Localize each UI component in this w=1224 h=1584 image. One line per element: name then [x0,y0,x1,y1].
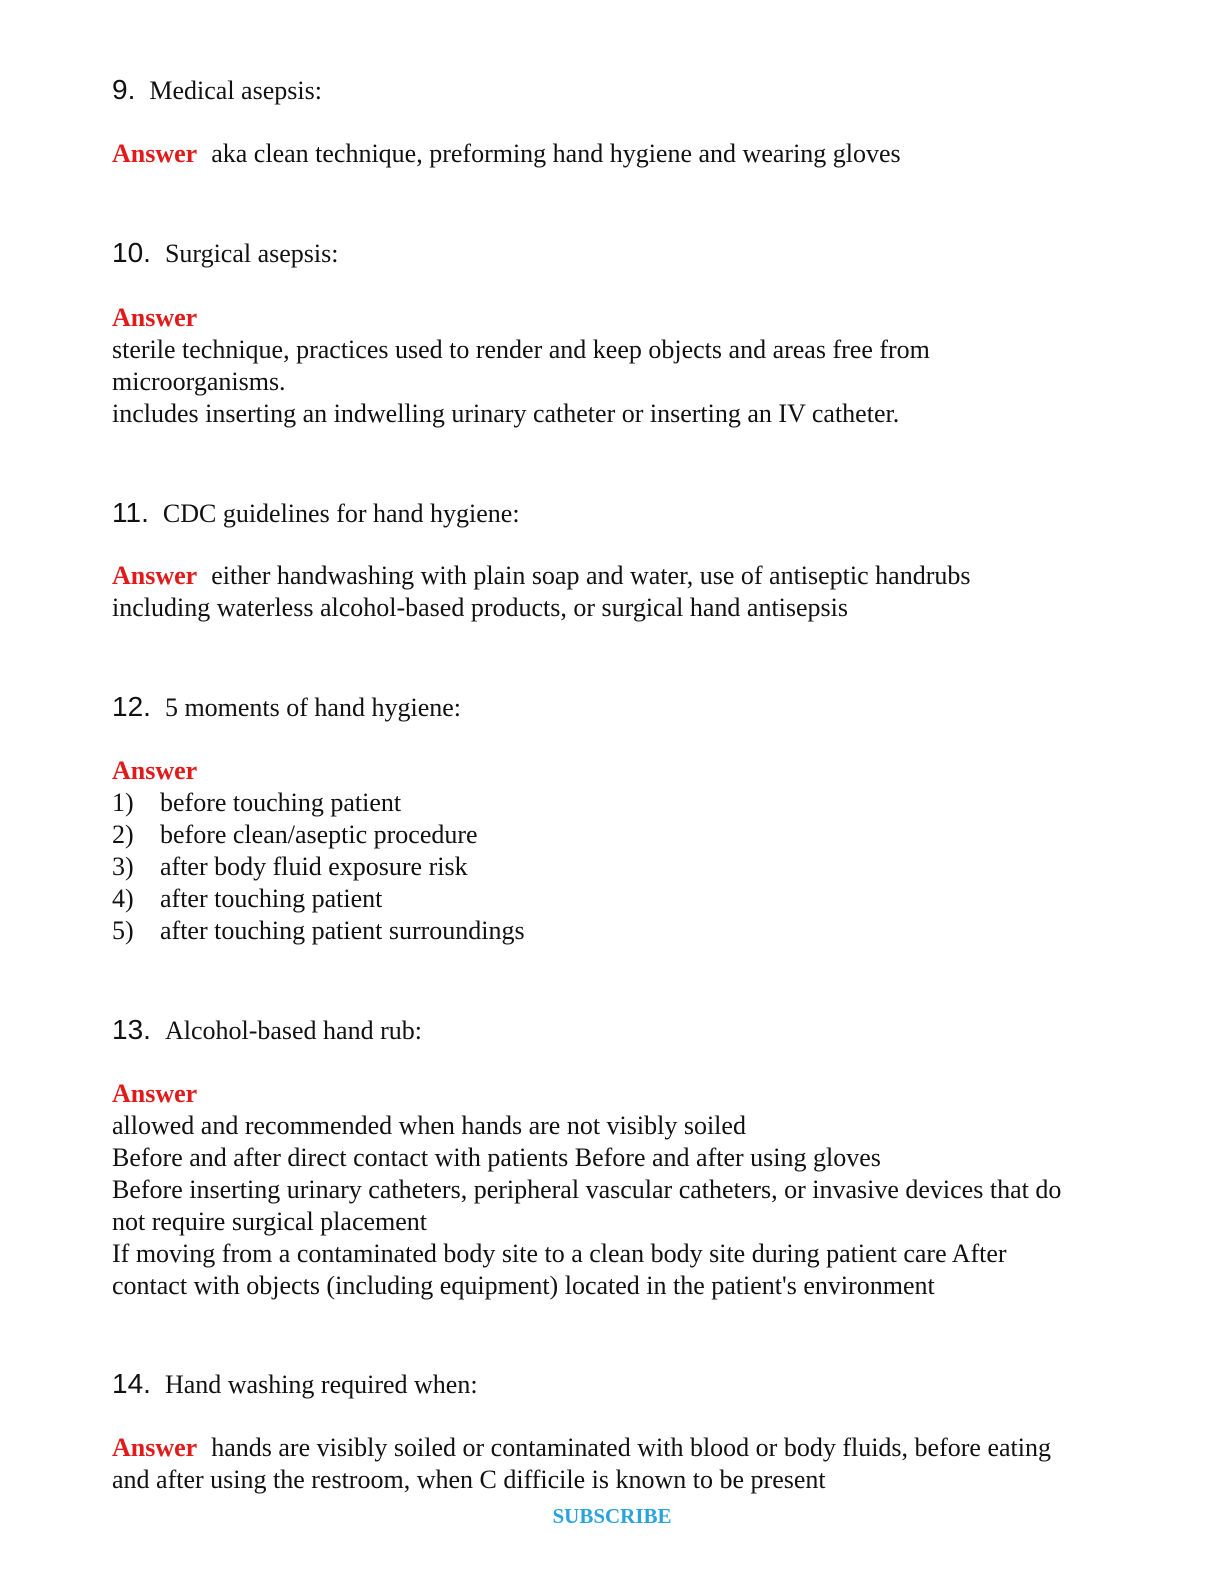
question-12 [112,691,461,724]
list-item [112,851,468,883]
list-item [112,915,525,947]
question-number: 12. [112,691,151,722]
question-prompt: 5 moments of hand hygiene: [164,693,461,722]
list-item-text: after body fluid exposure risk [160,852,468,881]
list-item-text: after touching patient [160,884,383,913]
question-number: 10. [112,237,151,268]
answer-label: Answer [112,303,198,332]
list-item-text: after touching patient surroundings [160,916,525,945]
answer-text: aka clean technique, preforming hand hygiene and wearing gloves [211,139,901,168]
answer-13-line-4: not require surgical placement [112,1207,428,1236]
question-prompt: Alcohol-based hand rub: [164,1016,422,1045]
question-number: 11. [112,497,149,528]
answer-13-line-6: contact with objects (including equipment) located in the patient's environment [112,1271,935,1300]
answer-text: hands are visibly soiled or contaminated with blood or body fluids, before eating [211,1433,1051,1462]
question-10 [112,237,339,270]
list-item [112,787,401,819]
answer-11-line-2: including waterless alcohol-based products, or surgical hand antisepsis [112,593,849,622]
list-item-number: 5) [112,916,134,945]
question-prompt: CDC guidelines for hand hygiene: [162,499,520,528]
answer-label: Answer [112,1433,198,1462]
answer-9-line-1 [112,138,901,170]
question-prompt: Surgical asepsis: [164,239,339,268]
answer-13-line-5: If moving from a contaminated body site to a clean body site during patient care After [112,1239,1007,1268]
answer-10-line-3: includes inserting an indwelling urinary catheter or inserting an IV catheter. [112,399,900,428]
question-number: 9. [112,74,136,105]
list-item-number: 4) [112,884,134,913]
question-11 [112,497,520,530]
question-9 [112,74,322,107]
question-number: 14. [112,1368,151,1399]
question-prompt: Medical asepsis: [149,76,322,105]
answer-label: Answer [112,1079,198,1108]
answer-10-line-2: microorganisms. [112,367,286,396]
list-item-text: before clean/aseptic procedure [160,820,478,849]
answer-label: Answer [112,561,198,590]
list-item [112,883,382,915]
list-item-text: before touching patient [160,788,402,817]
answer-13-line-3: Before inserting urinary catheters, peripheral vascular catheters, or invasive devices that do [112,1175,1062,1204]
answer-text: either handwashing with plain soap and water, use of antiseptic handrubs [211,561,971,590]
answer-label: Answer [112,756,198,785]
question-14 [112,1368,478,1401]
answer-13-line-2: Before and after direct contact with patients Before and after using gloves [112,1143,881,1172]
answer-14-line-1 [112,1432,1051,1464]
question-prompt: Hand washing required when: [164,1370,478,1399]
list-item-number: 3) [112,852,134,881]
answer-13-line-1: allowed and recommended when hands are not visibly soiled [112,1111,746,1140]
list-item-number: 1) [112,788,134,817]
answer-14-line-2: and after using the restroom, when C difficile is known to be present [112,1465,826,1494]
list-item-number: 2) [112,820,134,849]
question-13 [112,1014,422,1047]
question-number: 13. [112,1014,151,1045]
list-item [112,819,478,851]
answer-10-line-1: sterile technique, practices used to render and keep objects and areas free from [112,335,930,364]
answer-11-line-1 [112,560,970,592]
subscribe-link[interactable]: SUBSCRIBE [552,1504,672,1528]
answer-label: Answer [112,139,198,168]
